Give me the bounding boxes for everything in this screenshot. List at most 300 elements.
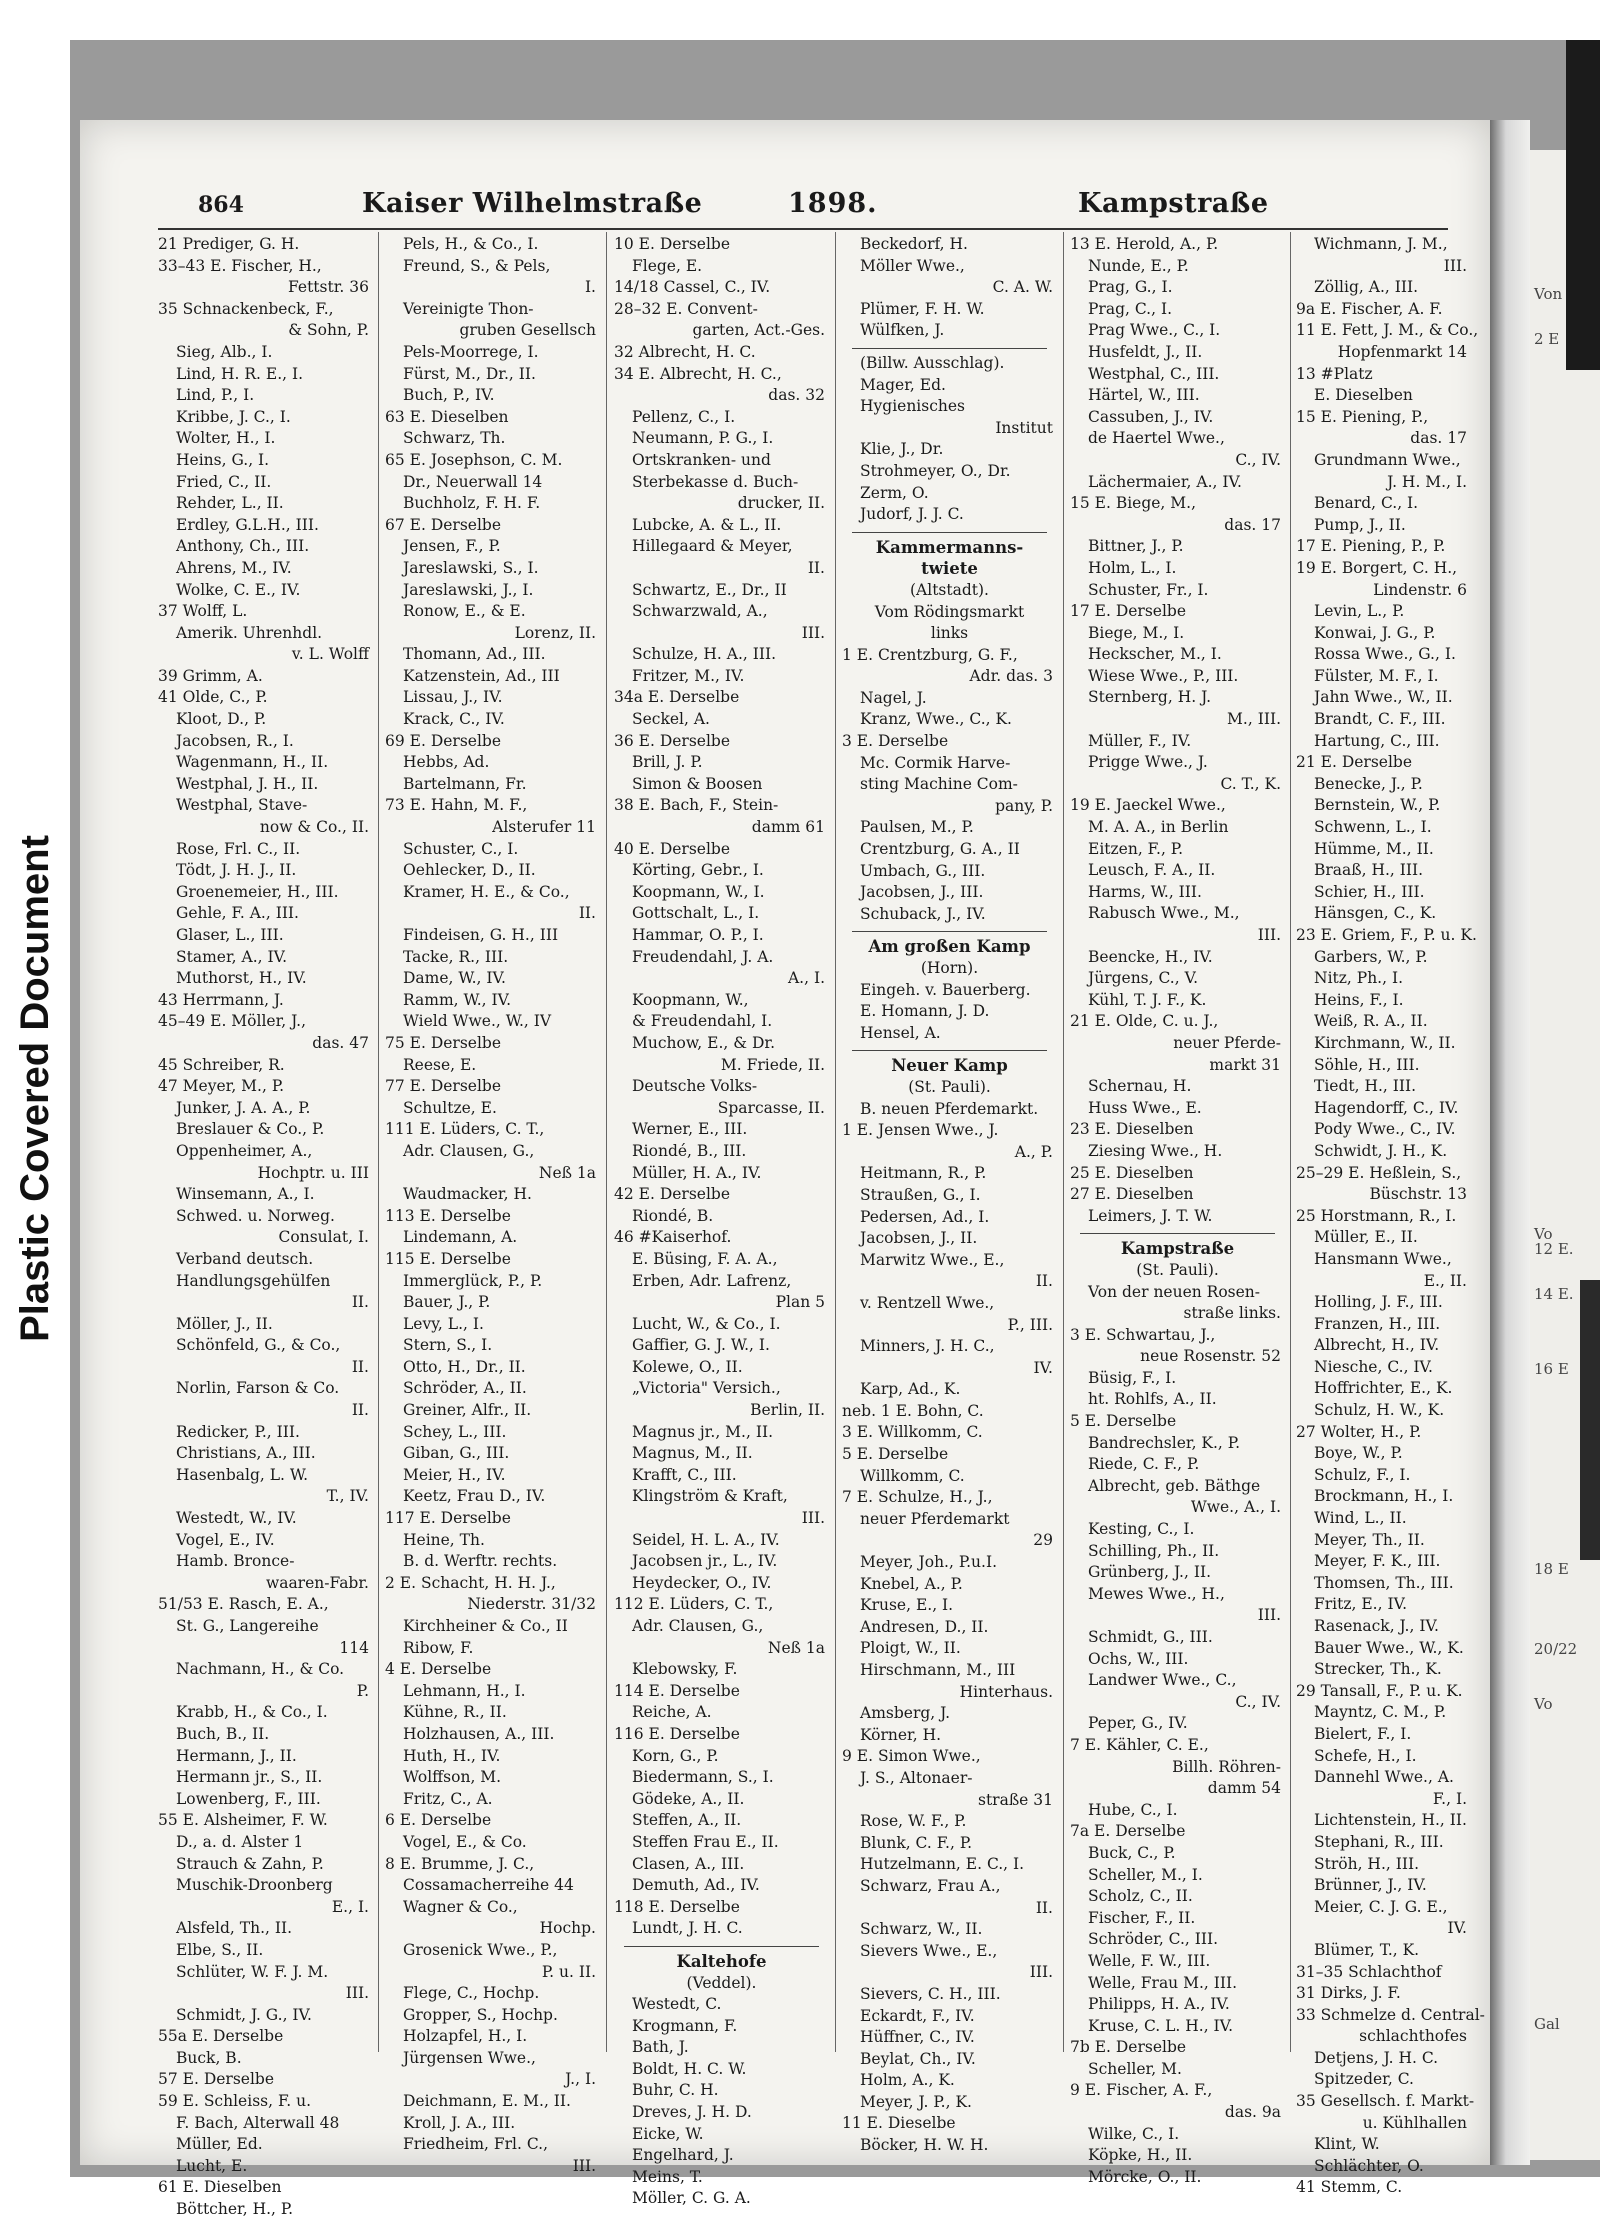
resident-entry: Dame, W., IV. [403,969,506,988]
resident-entry: Möller Wwe., [860,256,965,275]
resident-entry: Schmidt, G., III. [1088,1628,1213,1646]
resident-entry: Stephani, R., III. [1314,1832,1444,1851]
resident-entry: Welle, Frau M., III. [1088,1973,1238,1992]
resident-entry: Seidel, H. L. A., IV. [632,1530,780,1549]
resident-entry: Buchholz, F. H. F. [403,494,541,513]
entry-continuation: Hinterhaus. [959,1682,1053,1701]
resident-entry: Cossamacherreihe 44 [403,1876,574,1895]
house-entry: 34 E. Albrecht, H. C., [614,364,782,383]
house-entry: 13 E. Herold, A., P. [1070,235,1219,253]
section-divider [852,348,1047,349]
entry-continuation: neue Rosenstr. 52 [1140,1347,1281,1366]
house-entry: 15 E. Biege, M., [1070,494,1197,513]
resident-entry: Fülster, M. F., I. [1314,666,1439,685]
resident-entry: E. Homann, J. D. [860,1002,990,1021]
house-entry: 77 E. Derselbe [385,1077,502,1096]
section-divider [852,1050,1047,1051]
resident-entry: Kolewe, O., II. [632,1357,743,1376]
entry-continuation: Büschstr. 13 [1369,1185,1467,1204]
resident-entry: Reiche, A. [632,1703,712,1722]
street-heading: twiete [921,559,978,579]
resident-entry: Nagel, J. [860,688,927,707]
resident-entry: Vogel, E., & Co. [403,1832,527,1851]
resident-entry: Bittner, J., P. [1088,537,1184,556]
header-rule [158,228,1448,230]
resident-entry: Umbach, G., III. [860,861,986,880]
street-heading: Am großen Kamp [868,937,1031,957]
resident-entry: Mörcke, O., II. [1088,2167,1202,2186]
resident-entry: Schlüter, W. F. J. M. [176,1962,329,1981]
resident-entry: B. d. Werftr. rechts. [403,1552,558,1571]
house-entry: 35 Schnackenbeck, F., [158,299,334,318]
house-entry: 9 E. Simon Wwe., [842,1747,981,1766]
resident-entry: Lubcke, A. & L., II. [632,515,782,534]
entry-continuation: III. [1029,1963,1053,1982]
resident-entry: Engelhard, J. [632,2146,734,2165]
district-note: (St. Pauli). [908,1077,991,1096]
resident-entry: Sievers, C. H., III. [860,1984,1001,2003]
resident-entry: Schönfeld, G., & Co., [176,1336,341,1355]
entry-continuation: II. [807,558,825,577]
house-entry: 45 Schreiber, R. [158,1055,285,1074]
house-entry: 17 E. Piening, P., P. [1296,537,1446,556]
house-entry: 21 Prediger, G. H. [158,235,300,253]
resident-entry: Schlächter, O. [1314,2156,1424,2175]
resident-entry: Mager, Ed. [860,375,946,394]
entry-continuation: J., I. [565,2070,596,2089]
resident-entry: Boldt, H. C. W. [632,2059,747,2078]
resident-entry: Heydecker, O., IV. [632,1573,772,1592]
resident-entry: Hasenbalg, L. W. [176,1465,309,1484]
resident-entry: Schmidt, J. G., IV. [176,2005,312,2024]
entry-continuation: now & Co., II. [259,818,369,837]
resident-entry: Hümme, M., II. [1314,839,1434,858]
resident-entry: Schuster, C., I. [403,839,519,858]
resident-entry: „Victoria" Versich., [632,1379,781,1398]
entry-continuation: E., I. [331,1897,369,1916]
entry-continuation: waaren-Fabr. [265,1573,369,1592]
resident-entry: Fritz, E., IV. [1314,1595,1407,1614]
resident-entry: Schwarz, Th. [403,429,506,448]
house-entry: 1 E. Jensen Wwe., J. [842,1121,999,1140]
resident-entry: Lucht, E. [176,2156,248,2175]
resident-entry: Lundt, J. H. C. [632,1919,743,1938]
resident-entry: Scholz, C., II. [1088,1887,1193,1906]
house-entry: 9 E. Fischer, A. F., [1070,2081,1213,2100]
resident-entry: Brockmann, H., I. [1314,1487,1454,1506]
resident-entry: Schilling, Ph., II. [1088,1541,1220,1560]
resident-entry: Krabb, H., & Co., I. [176,1703,328,1722]
resident-entry: Lind, P., I. [176,386,255,405]
resident-entry: Schwarz, W., II. [860,1920,983,1939]
district-note: (Altstadt). [910,580,989,599]
resident-entry: Hebbs, Ad. [403,753,490,772]
house-entry: 61 E. Dieselben [158,2178,282,2197]
resident-entry: Schwarzwald, A., [632,602,768,621]
resident-entry: Sievers Wwe., E., [860,1941,998,1960]
next-page-fragment: 18 E [1534,1560,1569,1578]
next-page-fragment: 16 E [1534,1360,1569,1378]
next-page-edge [1530,150,1600,2160]
entry-continuation: III. [801,1509,825,1528]
resident-entry: Hamb. Bronce- [176,1552,295,1571]
entry-continuation: & Sohn, P. [288,321,369,340]
resident-entry: Beckedorf, H. [860,235,968,253]
resident-entry: Albrecht, geb. Bäthge [1088,1476,1261,1495]
resident-entry: Hansmann Wwe., [1314,1249,1452,1268]
house-entry: 17 E. Derselbe [1070,602,1187,621]
resident-entry: Konwai, J. G., P. [1314,623,1436,642]
resident-entry: Cassuben, J., IV. [1088,407,1214,426]
entry-continuation: Niederstr. 31/32 [467,1595,596,1614]
entry-continuation: das. 9a [1224,2103,1281,2122]
entry-continuation: III. [1443,256,1467,275]
resident-entry: Plümer, F. H. W. [860,299,985,318]
section-divider [1080,1233,1275,1234]
resident-entry: Heins, F., I. [1314,990,1404,1009]
house-entry: 9a E. Fischer, A. F. [1296,299,1443,318]
resident-entry: Lächermaier, A., IV. [1088,472,1242,491]
resident-entry: Schuster, Fr., I. [1088,580,1209,599]
house-entry: 39 Grimm, A. [158,666,263,685]
house-entry: 75 E. Derselbe [385,1033,502,1052]
resident-entry: Philipps, H. A., IV. [1088,1995,1230,2014]
side-label-text: Plastic Covered Document [12,835,57,1342]
entry-continuation: M. Friede, II. [720,1055,825,1074]
resident-entry: Magnus jr., M., II. [632,1422,773,1441]
resident-entry: Meyer, F. K., III. [1314,1552,1441,1571]
entry-continuation: P., III. [1007,1315,1053,1334]
resident-entry: Hillegaard & Meyer, [632,537,793,556]
resident-entry: Clasen, A., III. [632,1854,745,1873]
resident-entry: Schulz, F., I. [1314,1465,1411,1484]
directory-column-2 [385,234,600,2175]
resident-entry: Garbers, W., P. [1314,947,1428,966]
resident-entry: Winsemann, A., I. [176,1185,315,1204]
resident-entry: neuer Pferdemarkt [860,1509,1010,1528]
resident-entry: Reese, E. [403,1055,477,1074]
house-entry: 2 E. Schacht, H. H. J., [385,1573,556,1592]
resident-entry: Lehmann, H., I. [403,1681,526,1700]
resident-entry: Ploigt, W., II. [860,1639,961,1658]
house-entry: 38 E. Bach, F., Stein- [614,796,779,815]
resident-entry: Krafft, C., III. [632,1465,737,1484]
resident-entry: Krogmann, F. [632,2016,738,2035]
resident-entry: Nunde, E., P. [1088,256,1189,275]
house-entry: 14/18 Cassel, C., IV. [614,278,771,297]
resident-entry: Elbe, S., II. [176,1940,264,1959]
resident-entry: St. G., Langereihe [176,1617,319,1635]
entry-continuation: straße 31 [977,1790,1053,1809]
resident-entry: Müller, H. A., IV. [632,1163,762,1182]
entry-continuation: III. [1257,1606,1281,1625]
house-entry: 47 Meyer, M., P. [158,1077,285,1096]
resident-entry: Heitmann, R., P. [860,1164,987,1183]
next-page-fragment: 20/22 [1534,1640,1578,1658]
resident-entry: Meins, T. [632,2167,703,2186]
resident-entry: Weiß, R. A., II. [1314,1012,1428,1031]
resident-entry: Judorf, J. J. C. [860,505,964,524]
house-entry: 10 E. Derselbe [614,235,731,253]
resident-entry: Pellenz, C., I. [632,407,736,426]
resident-entry: Rose, Frl. C., II. [176,839,301,858]
house-entry: 27 Wolter, H., P. [1296,1422,1422,1441]
resident-entry: Wind, L., II. [1314,1509,1407,1528]
resident-entry: Alsfeld, Th., II. [176,1919,293,1938]
resident-entry: Leimers, J. T. W. [1088,1206,1213,1225]
entry-continuation: das. 47 [312,1033,369,1052]
resident-entry: Gottschalt, L., I. [632,904,760,923]
resident-entry: Jareslawski, S., I. [403,558,539,577]
house-entry: 41 Olde, C., P. [158,688,268,707]
street-heading: Neuer Kamp [891,1056,1008,1076]
house-entry: 114 E. Derselbe [614,1681,740,1700]
entry-continuation: III. [572,2156,596,2175]
resident-entry: Schultze, E. [403,1098,497,1117]
house-entry: 23 E. Dieselben [1070,1120,1194,1139]
resident-entry: Schuback, J., IV. [860,904,986,923]
resident-entry: Otto, H., Dr., II. [403,1357,526,1376]
resident-entry: Hensel, A. [860,1023,941,1042]
resident-entry: Westedt, C. [632,1995,722,2014]
resident-entry: Sternberg, H. J. [1088,688,1212,707]
resident-entry: Paulsen, M., P. [860,818,974,837]
entry-continuation: Consulat, I. [278,1228,369,1247]
house-entry: 31–35 Schlachthof [1296,1962,1442,1981]
house-entry: 116 E. Derselbe [614,1724,740,1743]
resident-entry: Eicke, W. [632,2124,704,2143]
resident-entry: Ortskranken- und [632,450,771,469]
house-entry: 65 E. Josephson, C. M. [385,450,563,469]
resident-entry: Bartelmann, Fr. [403,774,527,793]
resident-entry: Tacke, R., III. [403,947,509,966]
resident-entry: Hänsgen, C., K. [1314,904,1437,923]
entry-continuation: I. [584,278,596,297]
resident-entry: Kruse, C. L. H., IV. [1088,2016,1234,2035]
page-number: 864 [198,192,244,218]
resident-entry: Rasenack, J., IV. [1314,1617,1439,1635]
resident-entry: Wield Wwe., W., IV [403,1012,552,1031]
entry-continuation: u. Kühlhallen [1362,2113,1467,2132]
resident-entry: Holling, J. F., III. [1314,1293,1443,1312]
entry-continuation: C., IV. [1235,1692,1281,1711]
resident-entry: Kloot, D., P. [176,710,267,729]
resident-entry: Amerik. Uhrenhdl. [176,623,323,642]
page-header [140,188,1480,226]
resident-entry: Levy, L., I. [403,1314,484,1333]
resident-entry: Schwidt, J. H., K. [1314,1141,1448,1160]
resident-entry: Westphal, Stave- [176,796,308,815]
resident-entry: Deichmann, E. M., II. [403,2092,571,2111]
resident-entry: (Billw. Ausschlag). [860,353,1005,372]
house-entry: 7 E. Schulze, H., J., [842,1488,993,1507]
resident-entry: Wagner & Co., [403,1897,518,1916]
house-entry: 5 E. Derselbe [1070,1412,1177,1431]
resident-entry: Ziesing Wwe., H. [1088,1141,1223,1160]
resident-entry: Steffen Frau E., II. [632,1832,779,1851]
resident-entry: Fischer, F., II. [1088,1908,1196,1927]
resident-entry: Schwed. u. Norweg. [176,1206,335,1225]
resident-entry: Muchow, E., & Dr. [632,1033,776,1052]
entry-continuation: Sparcasse, II. [717,1098,825,1117]
resident-entry: Amsberg, J. [860,1704,951,1723]
resident-entry: Bielert, F., I. [1314,1724,1412,1743]
resident-entry: Kruse, E., I. [860,1596,954,1615]
house-entry: 55a E. Derselbe [158,2027,284,2046]
resident-entry: Riondé, B. [632,1206,714,1225]
street-heading: Kammermanns- [875,537,1024,557]
resident-entry: Straußen, G., I. [860,1185,981,1204]
resident-entry: Ahrens, M., IV. [176,558,292,577]
resident-entry: Meyer, Th., II. [1314,1530,1425,1549]
resident-entry: Immerglück, P., P. [403,1271,543,1290]
resident-entry: Mewes Wwe., H., [1088,1584,1225,1603]
entry-continuation: Berlin, II. [750,1401,825,1420]
house-entry: 41 Stemm, C. [1296,2178,1403,2197]
resident-entry: Oppenheimer, A., [176,1141,313,1160]
resident-entry: D., a. d. Alster 1 [176,1832,304,1851]
entry-continuation: II. [578,904,596,923]
entry-continuation: Plan 5 [775,1293,825,1312]
entry-continuation: Hochp. [539,1919,596,1938]
directory-column-6 [1296,234,1485,2197]
resident-entry: Deutsche Volks- [632,1077,758,1096]
resident-entry: Klebowsky, F. [632,1660,738,1679]
column-separator [378,232,379,2052]
resident-entry: Buch, B., II. [176,1724,270,1743]
district-note: Vom Rödingsmarkt [874,602,1025,621]
resident-entry: Buhr, C. H. [632,2081,719,2100]
resident-entry: Oehlecker, D., II. [403,861,536,880]
entry-continuation: II. [351,1357,369,1376]
resident-entry: Körner, H. [860,1725,942,1744]
resident-entry: Mayntz, C. M., P. [1314,1703,1447,1722]
house-entry: 55 E. Alsheimer, F. W. [158,1811,328,1830]
entry-continuation: damm 54 [1207,1779,1281,1798]
resident-entry: Koopmann, W., I. [632,882,765,901]
resident-entry: Westedt, W., IV. [176,1509,297,1528]
resident-entry: Flege, C., Hochp. [403,1984,540,2003]
resident-entry: Hüffner, C., IV. [860,2028,975,2047]
resident-entry: Muthorst, H., IV. [176,969,307,988]
entry-continuation: E., II. [1423,1271,1467,1290]
section-divider [852,931,1047,932]
house-entry: 33 Schmelze d. Central- [1296,2005,1485,2024]
resident-entry: Norlin, Farson & Co. [176,1379,340,1398]
resident-entry: Pels-Moorrege, I. [403,342,539,361]
resident-entry: Junker, J. A. A., P. [176,1098,311,1117]
resident-entry: Müller, F., IV. [1088,731,1192,750]
house-entry: 21 E. Olde, C. u. J., [1070,1012,1219,1031]
resident-entry: Findeisen, G. H., III [403,926,559,944]
entry-continuation: Alsterufer 11 [492,818,596,837]
house-entry: 115 E. Derselbe [385,1249,511,1268]
house-entry: 42 E. Derselbe [614,1185,731,1204]
entry-continuation: v. L. Wolff [291,645,369,664]
resident-entry: Redicker, P., III. [176,1422,300,1441]
resident-entry: Rabusch Wwe., M., [1088,904,1240,923]
resident-entry: Zerm, O. [860,483,929,502]
house-entry: 11 E. Dieselbe [842,2114,956,2133]
house-entry: 112 E. Lüders, C. T., [614,1595,774,1614]
resident-entry: Schulz, H. W., K. [1314,1401,1445,1420]
house-entry: 113 E. Derselbe [385,1206,511,1225]
resident-entry: Jahn Wwe., W., II. [1314,688,1453,707]
entry-continuation: F., I. [1432,1789,1467,1808]
resident-entry: Scheller, M. [1088,2059,1182,2078]
resident-entry: Schwartz, E., Dr., II [632,580,787,599]
resident-entry: Adr. Clausen, G., [632,1617,764,1635]
resident-entry: Jareslawski, J., I. [403,580,534,599]
district-note: links [930,624,969,643]
directory-column-4 [842,234,1057,2155]
resident-entry: Boye, W., P. [1314,1444,1403,1463]
entry-continuation: neuer Pferde- [1173,1033,1281,1052]
entry-continuation: damm 61 [751,818,825,837]
resident-entry: Zöllig, A., III. [1314,278,1419,297]
resident-entry: Blümer, T., K. [1314,1940,1420,1959]
entry-continuation: drucker, II. [737,494,825,513]
entry-continuation: Neß 1a [767,1638,825,1657]
house-entry: 59 E. Schleiss, F. u. [158,2092,312,2111]
house-entry: 11 E. Fett, J. M., & Co., [1296,321,1479,340]
resident-entry: ht. Rohlfs, A., II. [1088,1390,1217,1409]
house-entry: 8 E. Brumme, J. C., [385,1854,535,1873]
resident-entry: Magnus, M., II. [632,1444,753,1463]
resident-entry: Kühne, R., II. [403,1703,507,1722]
resident-entry: Kramer, H. E., & Co., [403,882,570,901]
resident-entry: Hygienisches [860,397,966,416]
directory-column-3 [614,234,829,2208]
house-entry: 118 E. Derselbe [614,1897,740,1916]
resident-entry: M. A. A., in Berlin [1088,818,1229,837]
resident-entry: Schefe, H., I. [1314,1746,1417,1765]
resident-entry: Thomsen, Th., III. [1314,1573,1454,1592]
resident-entry: Büsig, F., I. [1088,1368,1177,1387]
resident-entry: Tödt, J. H. J., II. [176,861,297,880]
house-entry: 35 Gesellsch. f. Markt- [1296,2092,1475,2111]
resident-entry: Freudendahl, J. A. [632,947,774,966]
resident-entry: Groenemeier, H., III. [176,882,339,901]
resident-entry: J. S., Altonaer- [860,1768,973,1787]
resident-entry: Anthony, Ch., III. [176,537,310,556]
resident-entry: Hirschmann, M., III [860,1661,1016,1679]
resident-entry: Greiner, Alfr., II. [403,1401,532,1420]
resident-entry: Seckel, A. [632,710,710,729]
resident-entry: Buch, P., IV. [403,386,495,405]
entry-continuation: schlachthofes [1359,2027,1467,2046]
directory-column-5 [1070,234,1285,2186]
entry-continuation: Lindenstr. 6 [1373,580,1467,599]
resident-entry: Brandt, C. F., III. [1314,710,1446,729]
house-entry: 7 E. Kähler, C. E., [1070,1735,1209,1754]
resident-entry: Andresen, D., II. [860,1617,989,1636]
entry-continuation: garten, Act.-Ges. [692,321,825,340]
resident-entry: Strecker, Th., K. [1314,1660,1442,1679]
resident-entry: Klint, W. [1314,2135,1380,2154]
house-entry: 67 E. Derselbe [385,515,502,534]
house-entry: 117 E. Derselbe [385,1509,511,1528]
entry-continuation: markt 31 [1209,1055,1281,1074]
resident-entry: Minners, J. H. C., [860,1337,995,1356]
resident-entry: E. Büsing, F. A. A., [632,1249,778,1268]
entry-continuation: T., IV. [326,1487,369,1506]
resident-entry: Meier, H., IV. [403,1465,506,1484]
resident-entry: Lind, H. R. E., I. [176,364,304,383]
resident-entry: Niesche, C., IV. [1314,1357,1433,1376]
resident-entry: E. Dieselben [1314,386,1413,405]
resident-entry: Meyer, Joh., P.u.I. [860,1553,998,1572]
